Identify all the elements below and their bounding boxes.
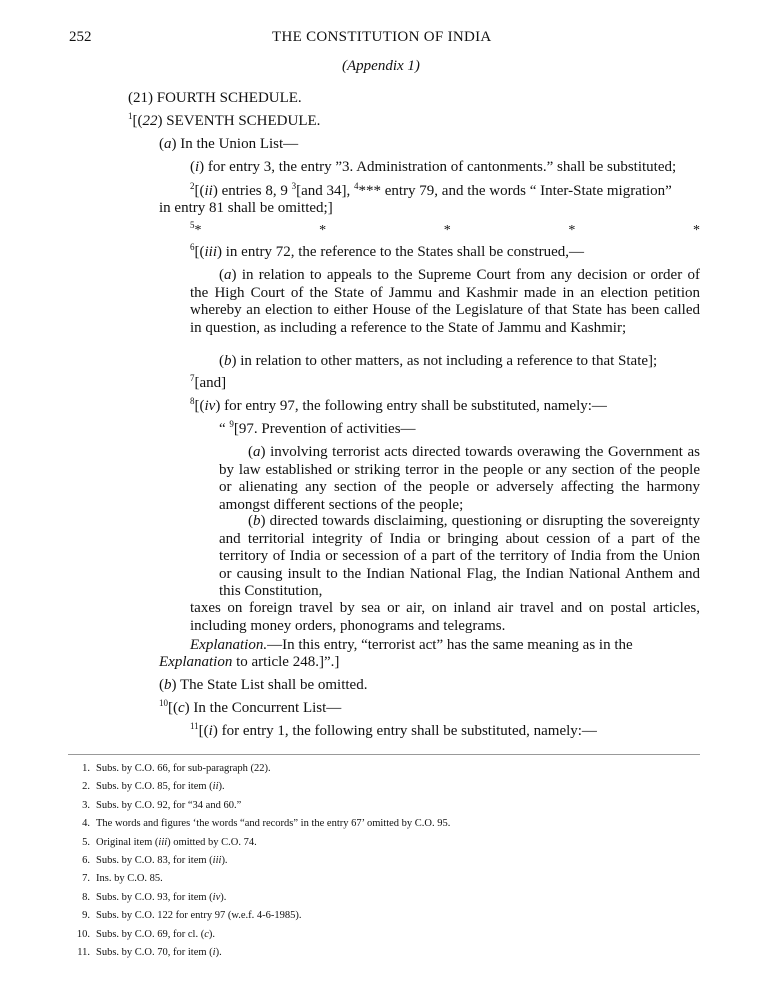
item-ii-line1: $^2$[(ii) entries 8, 9 $^3$[and 34], $^4$*** entry 79, and the words “ Inter-State migration” (190, 181, 672, 199)
omission-stars: $^5$* * * * * (190, 220, 700, 238)
footnote-ref: 3 (291, 181, 297, 191)
footnote-ref: 2 (190, 181, 195, 191)
line-seventh-schedule: $^1$[(22) SEVENTH SCHEDULE. (128, 111, 321, 129)
footnote-ref: 4 (353, 181, 359, 191)
taxes-paragraph: taxes on foreign travel by sea or air, on inland air travel and on postal articles, including money orders, phonograms and telegrams. (190, 600, 700, 634)
item-i: (i) for entry 3, the entry ”3. Administration of cantonments.” shall be substituted; (190, 159, 677, 175)
footnote: 6. Subs. by C.O. 83, for item (iii). (82, 854, 228, 866)
item-iii-b: (b) in relation to other matters, as not including a reference to that State]; (219, 353, 658, 369)
footnote-ref: 1 (128, 111, 133, 121)
footnotes (60, 762, 710, 964)
appendix-label: (Appendix 1) (342, 58, 420, 74)
footnote: 7. Ins. by C.O. 85. (82, 873, 163, 885)
item-iv: $^8$[(iv) for entry 97, the following entry shall be substituted, namely:— (190, 396, 607, 414)
footnote-ref: 8 (190, 396, 195, 406)
footnote-ref: 10 (159, 698, 168, 708)
footnote: 11. Subs. by C.O. 70, for item (i). (77, 946, 222, 958)
footnote-divider (68, 754, 700, 755)
entry-97-b: (b) directed towards disclaiming, questioning or disrupting the sovereignty and territorial integrity of India or bringing about cession of a part of the territory of India or secession of a part of the territory of India from the Union or causing insult to the Indian National Flag, the Indian National Anthem and this Constitution, (219, 513, 700, 600)
footnote-ref: 5 (190, 220, 195, 230)
footnote: 2. Subs. by C.O. 85, for item (ii). (82, 781, 225, 793)
footnote-ref: 11 (190, 721, 199, 731)
footnote: 3. Subs. by C.O. 92, for “34 and 60.” (82, 799, 242, 811)
item-ii-line2: in entry 81 shall be omitted;] (159, 200, 333, 216)
clause-b-state-list: (b) The State List shall be omitted. (159, 677, 368, 693)
footnote-ref: 6 (190, 242, 195, 252)
item-iii-a: (a) in relation to appeals to the Supreme Court from any decision or order of the High Court of the State of Jammu and Kashmir made in an election petition whereby an election to either House of the Legislature of that State has been called in question, as including a reference to the State of Jammu and Kashmir; (190, 267, 700, 336)
page-number: 252 (69, 29, 92, 45)
footnote: 8. Subs. by C.O. 93, for item (iv). (82, 891, 227, 903)
explanation-line2: Explanation to article 248.]”.] (159, 654, 340, 670)
clause-c-concurrent-list: $^{10}$[(c) In the Concurrent List— (159, 698, 342, 716)
item-iii: $^6$[(iii) in entry 72, the reference to the States shall be construed,— (190, 242, 584, 260)
explanation-line1: Explanation.—In this entry, “terrorist act” has the same meaning as in the (190, 637, 633, 653)
running-title: THE CONSTITUTION OF INDIA (272, 29, 492, 45)
footnote: 4. The words and figures ‘the words “and records” in the entry 67’ omitted by C.O. 95. (82, 818, 451, 830)
clause-a-union-list: (a) In the Union List— (159, 136, 299, 152)
footnote: 1. Subs. by C.O. 66, for sub-paragraph (22). (82, 763, 271, 774)
line-fourth-schedule: (21) FOURTH SCHEDULE. (128, 90, 302, 106)
entry-97-heading: “ $^9$[97. Prevention of activities— (219, 419, 416, 437)
footnote: 10. Subs. by C.O. 69, for cl. (c). (76, 928, 216, 940)
concurrent-item-i: $^{11}$[(i) for entry 1, the following entry shall be substituted, namely:— (190, 721, 597, 739)
footnote-ref: 7 (190, 373, 195, 383)
footnote-ref: 9 (229, 419, 234, 429)
entry-97-a: (a) involving terrorist acts directed towards overawing the Government as by law established or striking terror in the people or any section of the people or alienating any section of the people or adversely affecting the harmony amongst different sections of the people; (219, 444, 700, 513)
and-insert: $^7$[and] (190, 373, 227, 391)
footnote: 9. Subs. by C.O. 122 for entry 97 (w.e.f. 4-6-1985). (82, 910, 302, 922)
footnote: 5. Original item (iii) omitted by C.O. 74. (82, 836, 257, 848)
